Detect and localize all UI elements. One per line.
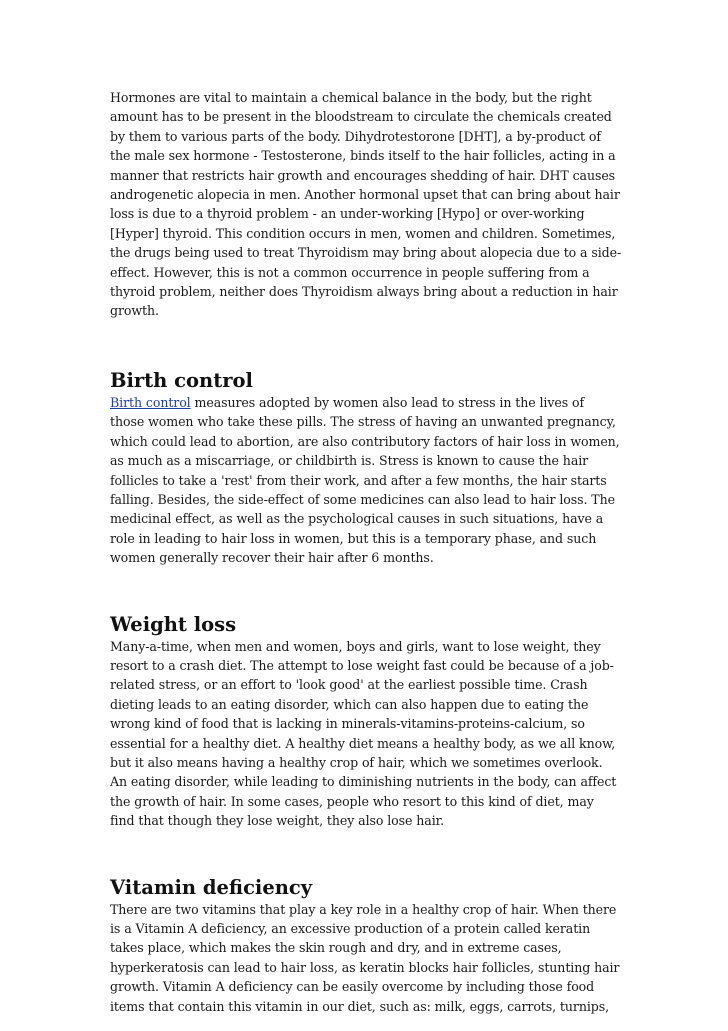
heading-birth-control: Birth control [110, 368, 253, 392]
vitamin-deficiency-paragraph: There are two vitamins that play a key role in a healthy crop of hair. When there is a Vitamin A deficiency, an excessive production of a protein called keratin takes place, which makes the skin rough and dry, and in extreme cases, hyperkeratosis can lead to hair loss, as keratin blocks hair follicles, stunting hair growth. Vitamin A deficiency can be easily overcome by including those food items that contain this vitamin in our diet, such as: milk, eggs, carrots, turnips, [110, 901, 620, 1014]
intro-paragraph: Hormones are vital to maintain a chemical balance in the body, but the right amount has to be present in the bloodstream to circulate the chemicals created by them to various parts of the body. Dihydrotestorone [DHT], a by-product of the male sex hormone - Testosterone, binds itself to the hair follicles, acting in a manner that restricts hair growth and encourages shedding of hair. DHT causes androgenetic alopecia in men. Another hormonal upset that can bring about hair loss is due to a thyroid problem - an under-working [Hypo] or over-working [Hyper] thyroid. This condition occurs in men, women and children. Sometimes, the drugs being used to treat Thyroidism may bring about alopecia due to a side-effect. However, this is not a common occurrence in people suffering from a thyroid problem, neither does Thyroidism always bring about a reduction in hair growth. [110, 90, 622, 319]
section-weight-loss [110, 612, 622, 831]
section-vitamin-deficiency [110, 875, 622, 1016]
document-page [110, 88, 622, 1016]
weight-loss-paragraph: Many-a-time, when men and women, boys and girls, want to lose weight, they resort to a crash diet. The attempt to lose weight fast could be because of a job-related stress, or an effort to 'look good' at the earliest possible time. Crash dieting leads to an eating disorder, which can also happen due to eating the wrong kind of food that is lacking in minerals-vitamins-proteins-calcium, so essential for a healthy diet. A healthy diet means a healthy body, as we all know, but it also means having a healthy crop of hair, which we sometimes overlook. An eating disorder, while leading to diminishing nutrients in the body, can affect the growth of hair. In some cases, people who resort to this kind of diet, may find that though they lose weight, they also lose hair. [110, 638, 617, 829]
heading-vitamin-deficiency: Vitamin deficiency [110, 875, 313, 899]
birth-control-paragraph [110, 393, 622, 568]
birth-control-link[interactable]: Birth control [110, 394, 191, 410]
heading-weight-loss: Weight loss [110, 612, 237, 636]
birth-control-text: measures adopted by women also lead to stress in the lives of those women who take these pills. The stress of having an unwanted pregnancy, which could lead to abortion, are also contributory factors of hair loss in women, as much as a miscarriage, or childbirth is. Stress is known to cause the hair follicles to take a 'rest' from their work, and after a few months, the hair starts falling. Besides, the side-effect of some medicines can also lead to hair loss. The medicinal effect, as well as the psychological causes in such situations, have a role in leading to hair loss in women, but this is a temporary phase, and such women generally recover their hair after 6 months. [110, 394, 620, 566]
section-birth-control [110, 368, 622, 568]
